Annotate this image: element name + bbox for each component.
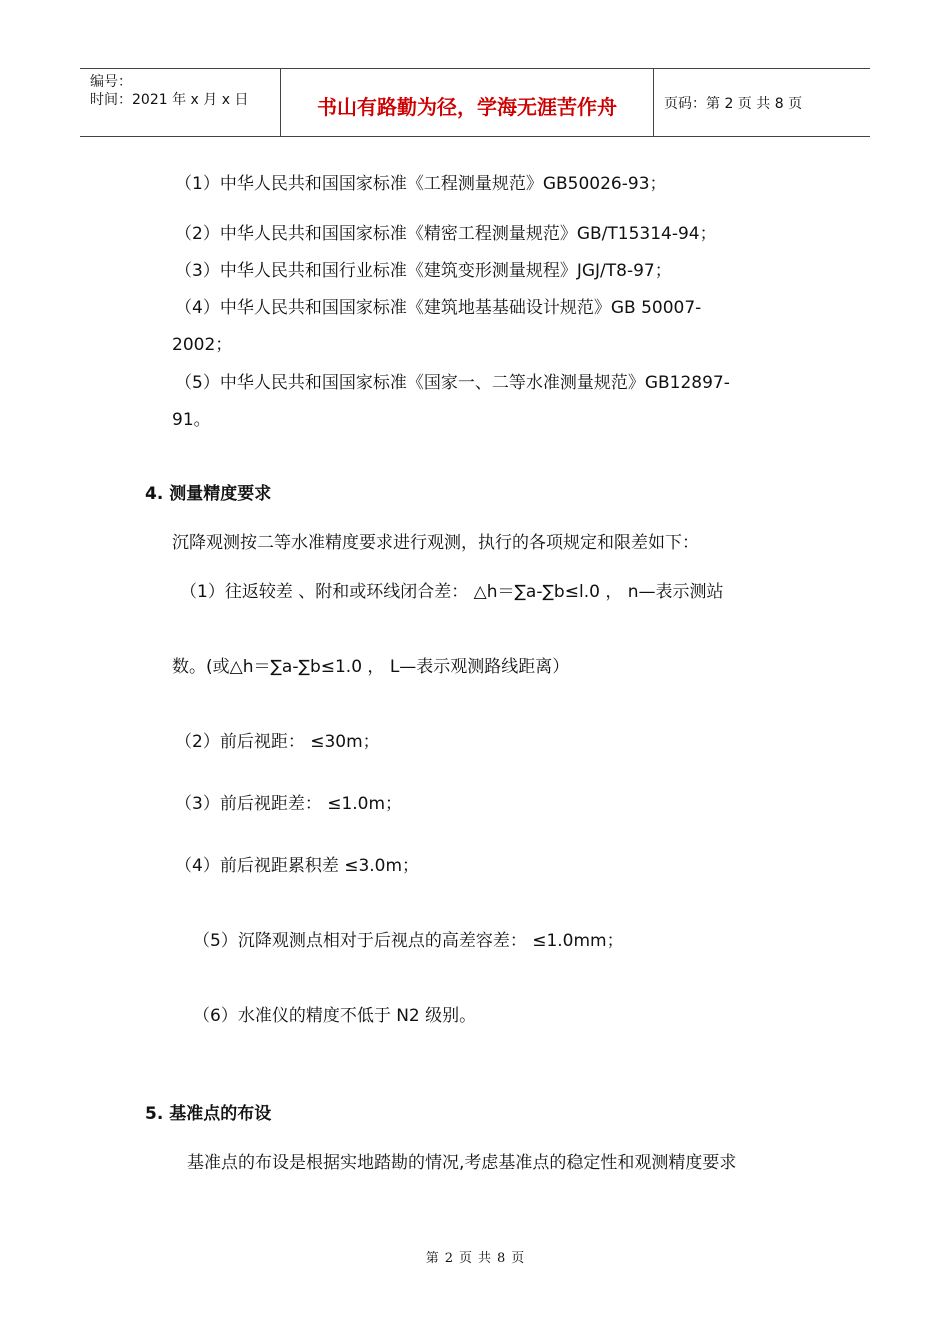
footer-ye: 页 bbox=[511, 1251, 525, 1266]
section-5-heading: 5. 基准点的布设 bbox=[145, 1104, 272, 1124]
standard-item-1 bbox=[175, 173, 667, 195]
standard-item-3 bbox=[175, 260, 672, 282]
standard-title: 《建筑地基基础设计规范》GB 50007- bbox=[406, 298, 702, 318]
standard-num: （2） bbox=[175, 224, 220, 244]
header-info-cell bbox=[80, 69, 281, 136]
section-4-intro: 沉降观测按二等水准精度要求进行观测，执行的各项规定和限差如下： bbox=[172, 533, 699, 553]
standard-item-2 bbox=[175, 223, 717, 245]
precision-item-6: （6）水准仪的精度不低于 N2 级别。 bbox=[193, 1006, 477, 1026]
precision-item-2: （2）前后视距： ≤30m； bbox=[175, 732, 380, 752]
page-footer bbox=[0, 1247, 950, 1266]
page-label: 页码：第 2 页 共 8 页 bbox=[664, 96, 803, 112]
motto: 书山有路勤为径，学海无涯苦作舟 bbox=[317, 95, 617, 119]
standard-org: 中华人民共和国国家标准 bbox=[219, 224, 407, 244]
standard-org: 中华人民共和国行业标准 bbox=[219, 261, 407, 281]
precision-item-3: （3）前后视距差： ≤1.0m； bbox=[175, 794, 403, 814]
section-5-text: 基准点的布设是根据实地踏勘的情况,考虑基准点的稳定性和观测精度要求 bbox=[187, 1153, 737, 1173]
standard-title: 《精密工程测量规范》GB/T15314-94； bbox=[406, 224, 717, 244]
standard-title: 《建筑变形测量规程》JGJ/T8-97； bbox=[406, 261, 672, 281]
precision-item-4: （4）前后视距累积差 ≤3.0m； bbox=[175, 856, 420, 876]
footer-total-pages: 8 bbox=[497, 1251, 506, 1266]
standard-title: 《国家一、二等水准测量规范》GB12897- bbox=[406, 373, 730, 393]
standard-org: 中华人民共和国国家标准 bbox=[219, 373, 407, 393]
standard-num: （5） bbox=[175, 373, 220, 393]
precision-item-1-cont: 数。(或△h＝∑a-∑b≤1.0 ， L—表示观测路线距离） bbox=[172, 657, 570, 677]
standard-title: 《工程测量规范》GB50026-93； bbox=[406, 174, 667, 194]
precision-item-5: （5）沉降观测点相对于后视点的高差容差： ≤1.0mm； bbox=[193, 931, 624, 951]
section-4-heading: 4. 测量精度要求 bbox=[145, 484, 272, 504]
standard-num: （3） bbox=[175, 261, 220, 281]
standard-item-5-cont: 91。 bbox=[172, 410, 211, 430]
page-header bbox=[80, 68, 870, 137]
standard-num: （4） bbox=[175, 298, 220, 318]
standard-num: （1） bbox=[175, 174, 220, 194]
footer-gong: 共 bbox=[478, 1251, 492, 1266]
footer-di: 第 bbox=[425, 1251, 439, 1266]
header-motto-cell bbox=[281, 69, 654, 136]
footer-ye: 页 bbox=[458, 1251, 472, 1266]
number-label: 编号： bbox=[90, 74, 132, 90]
standard-item-5 bbox=[175, 372, 730, 394]
time-label: 时间：2021 年 x 月 x 日 bbox=[90, 92, 249, 108]
standard-org: 中华人民共和国国家标准 bbox=[219, 298, 407, 318]
precision-item-1: （1）往返较差 、附和或环线闭合差： △h＝∑a-∑b≤l.0 ， n—表示测站 bbox=[180, 582, 724, 602]
standard-item-4 bbox=[175, 297, 701, 319]
header-page-cell bbox=[654, 69, 870, 136]
standard-item-4-cont: 2002； bbox=[172, 335, 233, 355]
standard-org: 中华人民共和国国家标准 bbox=[219, 174, 407, 194]
footer-page-number: 2 bbox=[444, 1251, 453, 1266]
